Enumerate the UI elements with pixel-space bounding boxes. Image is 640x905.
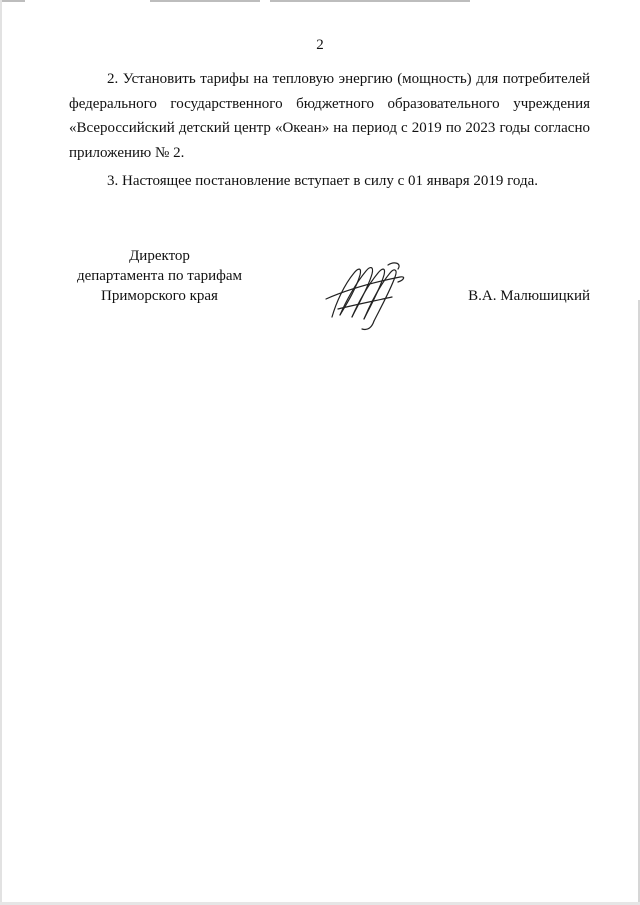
signer-position-line: Директор	[129, 248, 190, 264]
page-number: 2	[316, 37, 324, 53]
scan-edge-top-mid	[150, 0, 260, 2]
signer-position	[52, 246, 267, 306]
handwritten-signature	[318, 255, 418, 335]
paragraph-effective-date: 3. Настоящее постановление вступает в силу с 01 января 2019 года.	[107, 173, 539, 189]
signer-position-line: Приморского края	[101, 288, 218, 304]
scan-edge-left	[0, 0, 2, 905]
body-text	[69, 67, 590, 194]
scan-edge-top-left	[0, 0, 25, 2]
signer-position-line: департамента по тарифам	[76, 268, 243, 284]
signer-name: В.А. Малюшицкий	[468, 288, 590, 304]
paragraph-tariffs: 2. Установить тарифы на тепловую энергию (мощность) для потребителей федерального государственного бюджетного образовательного учреждения «Всероссийский детский центр «Океан» на период с 2019 по 2023 годы согласно приложению № 2.	[69, 71, 590, 161]
scan-edge-top-right	[270, 0, 470, 2]
